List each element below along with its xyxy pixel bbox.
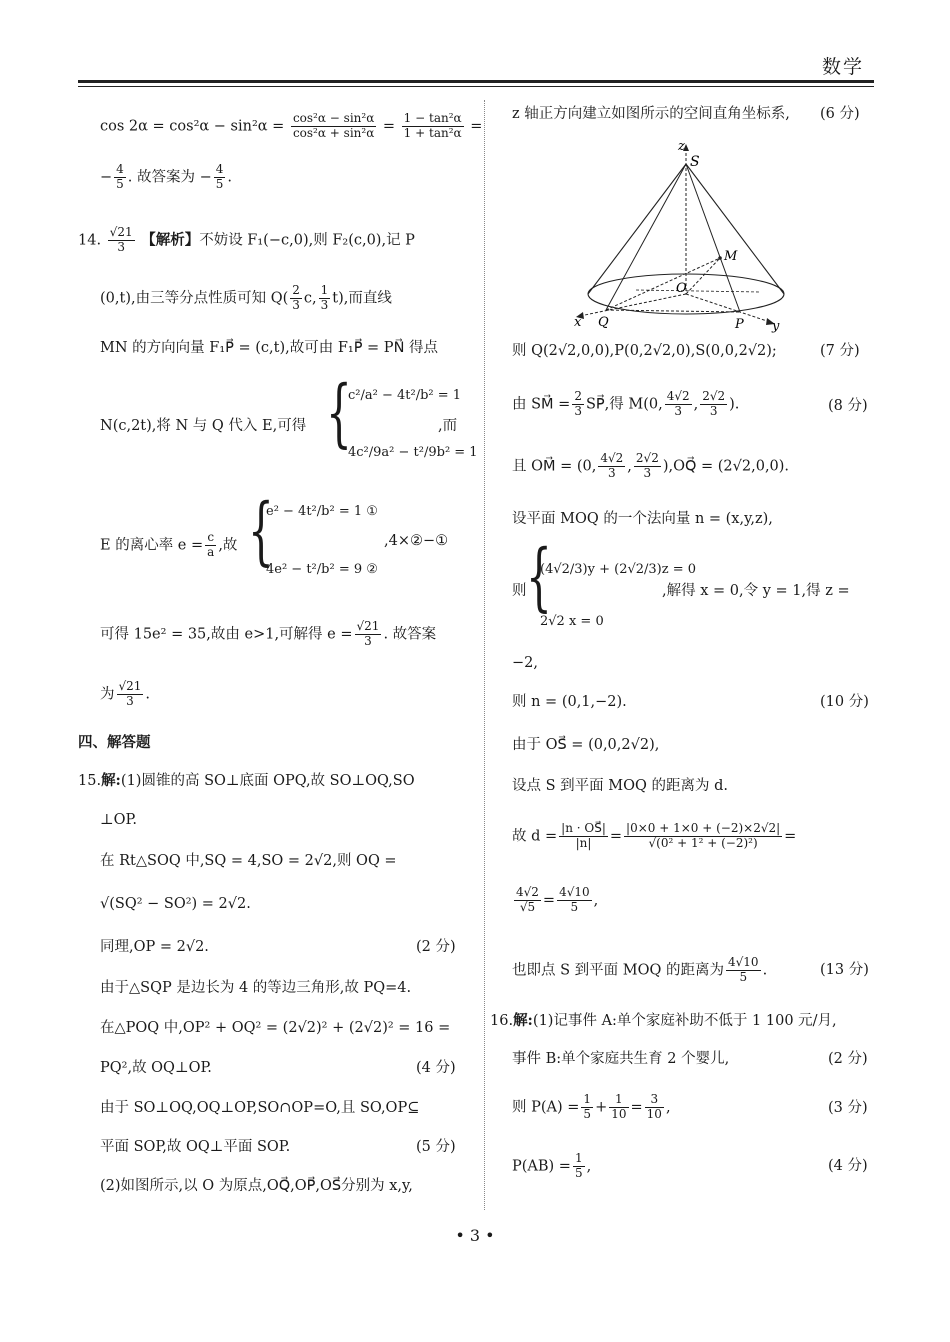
fig-label-Q: Q — [598, 315, 609, 330]
brace-1: { — [326, 370, 352, 456]
q15-line-7: 在△POQ 中,OP² + OQ² = (2√2)² + (2√2)² = 16 = — [100, 1020, 451, 1036]
right-line-8: 则 n = (0,1,−2). — [512, 694, 627, 710]
q15-score-5: (5 分) — [416, 1139, 456, 1155]
brace-2: { — [248, 488, 274, 574]
subject-title: 数学 — [821, 56, 864, 78]
q15-line-9: 由于 SO⊥OQ,OQ⊥OP,SO∩OP=O,且 SO,OP⊆ — [100, 1100, 420, 1116]
q14-sys1-eq1: c²/a² − 4t²/b² = 1 — [348, 388, 462, 403]
right-line-6-tail: ,解得 x = 0,令 y = 1,得 z = — [662, 583, 850, 599]
right-line-2: 则 Q(2√2,0,0),P(0,2√2,0),S(0,0,2√2); — [512, 343, 777, 359]
cone-figure — [570, 140, 790, 335]
column-divider — [484, 100, 485, 1210]
q15-line-5: 同理,OP = 2√2. — [100, 939, 209, 955]
header-rule-thick — [78, 80, 874, 83]
q16-line-2: 事件 B:单个家庭共生育 2 个婴儿, — [512, 1051, 730, 1067]
q14-line-4b: ,而 — [438, 418, 458, 434]
score-7: (7 分) — [820, 343, 860, 359]
score-8: (8 分) — [828, 398, 868, 414]
q15-line-8: PQ²,故 OQ⊥OP. — [100, 1060, 212, 1076]
q14-sys2-eq2: 4e² − t²/b² = 9 ② — [266, 562, 378, 577]
q15-score-2: (2 分) — [416, 939, 456, 955]
q16-line-3: 则 P(A) = $\frac{1}{5}$ + $\frac{1}{10}$ = $\frac{3}{10}$ , — [512, 1092, 671, 1121]
q14-line-5a: E 的离心率 e = $\frac{c}{a}$ ,故 — [100, 530, 238, 559]
right-line-5: 设平面 MOQ 的一个法向量 n = (x,y,z), — [512, 511, 773, 527]
right-line-12: $\frac{4√2}{√5}$ = $\frac{4√10}{5}$ , — [516, 885, 599, 914]
q14-line-2: (0,t),由三等分点性质可知 Q( $\frac{2}{3}$ c, $\frac{1}{3}$ t),而直线 — [100, 283, 392, 312]
brace-3: { — [526, 534, 552, 620]
right-line-9: 由于 OS⃗ = (0,0,2√2), — [512, 737, 660, 753]
q15-line-6: 由于△SQP 是边长为 4 的等边三角形,故 PQ=4. — [100, 980, 412, 996]
q16-line-1: 16.解:(1)记事件 A:单个家庭补助不低于 1 100 元/月, — [490, 1012, 837, 1029]
q14-sys2-eq1: e² − 4t²/b² = 1 ① — [266, 504, 378, 519]
score-10: (10 分) — [820, 694, 869, 710]
q16-score-4: (4 分) — [828, 1158, 868, 1174]
q16-score-3: (3 分) — [828, 1100, 868, 1116]
q14-sys1-eq2: 4c²/9a² − t²/9b² = 1 — [348, 445, 478, 460]
right-line-11: 故 d = $\frac{|n \cdot OS⃗|}{|n|}$ = $\frac{|0\times 0 + 1\times 0 + (-2)\times 2√2|}{\text{√(0² + 1² + (−2)²)}}$ = — [512, 821, 797, 850]
page-number: • 3 • — [455, 1226, 495, 1245]
fig-label-P: P — [735, 317, 744, 332]
right-line-6-ze: 则 — [512, 583, 527, 599]
q15-line-2: ⊥OP. — [100, 812, 137, 828]
right-line-10: 设点 S 到平面 MOQ 的距离为 d. — [512, 778, 728, 794]
right-line-7: −2, — [512, 655, 538, 671]
q14-line-4a: N(c,2t),将 N 与 Q 代入 E,可得 — [100, 418, 307, 434]
fig-label-O: O — [676, 281, 687, 296]
r6-sys-eq2: 2√2 x = 0 — [540, 614, 604, 629]
q14-line-3: MN 的方向向量 F₁P⃗ = (c,t),故可由 F₁P⃗ = PN⃗ 得点 — [100, 340, 439, 356]
fig-label-S: S — [690, 154, 700, 170]
fig-label-x: x — [574, 315, 582, 330]
q14-line-1: 14. $\frac{√21}{3}$ 【解析】不妨设 F₁(−c,0),则 F₂(c,0),记 P — [78, 225, 415, 254]
q14-line-7: 为 $\frac{√21}{3}$ . — [100, 679, 151, 708]
q14-line-5c: ,4×②−① — [384, 533, 449, 549]
score-13: (13 分) — [820, 962, 869, 978]
right-line-3: 由 SM⃗ = $\frac{2}{3}$ SP⃗,得 M(0, $\frac{4√2}{3}$ , $\frac{2√2}{3}$ ). — [512, 389, 740, 418]
q15-score-4: (4 分) — [416, 1060, 456, 1076]
fig-label-y: y — [772, 319, 780, 334]
q15-line-3: 在 Rt△SOQ 中,SQ = 4,SO = 2√2,则 OQ = — [100, 853, 397, 869]
r6-sys-eq1: (4√2/3)y + (2√2/3)z = 0 — [540, 562, 697, 577]
fig-label-M: M — [724, 249, 738, 264]
right-line-13: 也即点 S 到平面 MOQ 的距离为 $\frac{4√10}{5}$ . — [512, 955, 768, 984]
section-heading: 四、解答题 — [78, 734, 151, 751]
right-line-1: z 轴正方向建立如图所示的空间直角坐标系, — [512, 106, 790, 122]
q15-line-1: 15.解:(1)圆锥的高 SO⊥底面 OPQ,故 SO⊥OQ,SO — [78, 772, 415, 789]
score-6: (6 分) — [820, 106, 860, 122]
left-line-1: cos 2α = cos²α − sin²α = $\frac{\text{cos²α − sin²α}}{\text{cos²α + sin²α}}$ = $\frac{\text{1 − tan²α}}{\text{1 + tan²α}}$ = — [100, 111, 483, 140]
q16-line-4: P(AB) = $\frac{1}{5}$ , — [512, 1151, 592, 1180]
right-line-4: 且 OM⃗ = (0, $\frac{4√2}{3}$ , $\frac{2√2}{3}$ ),OQ⃗ = (2√2,0,0). — [512, 451, 790, 480]
left-line-2: − $\frac{4}{5}$ . 故答案为 − $\frac{4}{5}$ . — [100, 162, 233, 191]
q15-line-10: 平面 SOP,故 OQ⊥平面 SOP. — [100, 1139, 291, 1155]
fig-label-z: z — [678, 140, 685, 154]
q15-line-11: (2)如图所示,以 O 为原点,OQ⃗,OP⃗,OS⃗分别为 x,y, — [100, 1178, 413, 1194]
q14-line-6: 可得 15e² = 35,故由 e>1,可解得 e = $\frac{√21}{3}$ . 故答案 — [100, 619, 437, 648]
q15-line-4: √(SQ² − SO²) = 2√2. — [100, 896, 251, 912]
header-rule-thin — [78, 86, 874, 87]
q16-score-2: (2 分) — [828, 1051, 868, 1067]
